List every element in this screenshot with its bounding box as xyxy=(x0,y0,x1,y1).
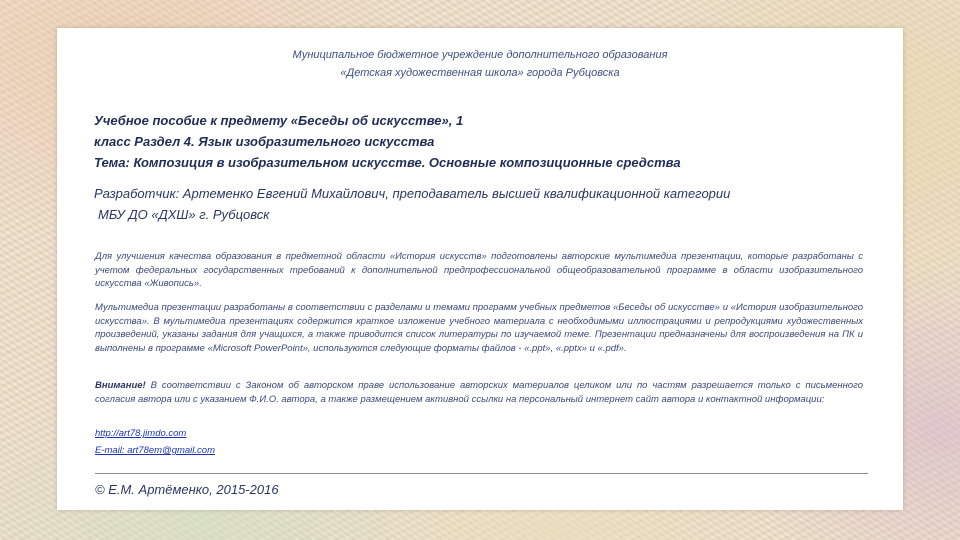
copyright-notice-paragraph xyxy=(95,379,863,406)
topic-title: Тема: Композиция в изобразительном искусстве. Основные композиционные средства xyxy=(94,155,681,170)
section-title: класс Раздел 4. Язык изобразительного искусства xyxy=(94,134,435,149)
divider xyxy=(95,473,868,474)
copyright-notice-text: В соответствии с Законом об авторском праве использование авторских материалов целиком или по частям разрешается только с письменного согласия автора или с указанием Ф.И.О. автора, а также размещением активной ссылки на персональный интернет сайт автора и контактной информации: xyxy=(95,380,863,405)
school-name: «Детская художественная школа» города Рубцовска xyxy=(340,67,620,79)
textbook-title: Учебное пособие к предмету «Беседы об искусстве», 1 xyxy=(94,113,464,128)
author-email-link[interactable]: E-mail: art78em@gmail.com xyxy=(95,445,215,456)
attention-label: Внимание! xyxy=(95,380,146,391)
institution-name: Муниципальное бюджетное учреждение дополнительного образования xyxy=(292,49,668,61)
author-website-link[interactable]: http://art78.jimdo.com xyxy=(95,428,187,439)
copyright-footer: © Е.М. Артёменко, 2015-2016 xyxy=(95,482,279,497)
intro-paragraph: Для улучшения качества образования в предметной области «История искусств» подготовлены авторские мультимедиа презентации, которые разработаны с учетом федеральных государственных требований к дополнительной предпрофессиональной общеобразовательной программе в области изобразительного искусства «Живопись». xyxy=(95,251,863,289)
slide-card xyxy=(57,28,903,510)
developer-info: Разработчик: Артеменко Евгений Михайлович, преподаватель высшей квалификационной категории xyxy=(94,186,731,201)
developer-organization: МБУ ДО «ДХШ» г. Рубцовск xyxy=(98,207,270,222)
description-paragraph: Мультимедиа презентации разработаны в соответствии с разделами и темами программ учебных предметов «Беседы об искусстве» и «История изобразительного искусства». В мультимедиа презентациях содержится краткое изложение учебного материала с необходимыми иллюстрациями и репродукциями художественных произведений, указаны задания для учащихся, а также приводится список литературы по изучаемой теме. Презентации предназначены для воспроизведения на ПК и выполнены в программе «Microsoft PowerPoint», используются следующие форматы файлов - «.ppt», «.pptx» и «.pdf». xyxy=(95,302,863,354)
